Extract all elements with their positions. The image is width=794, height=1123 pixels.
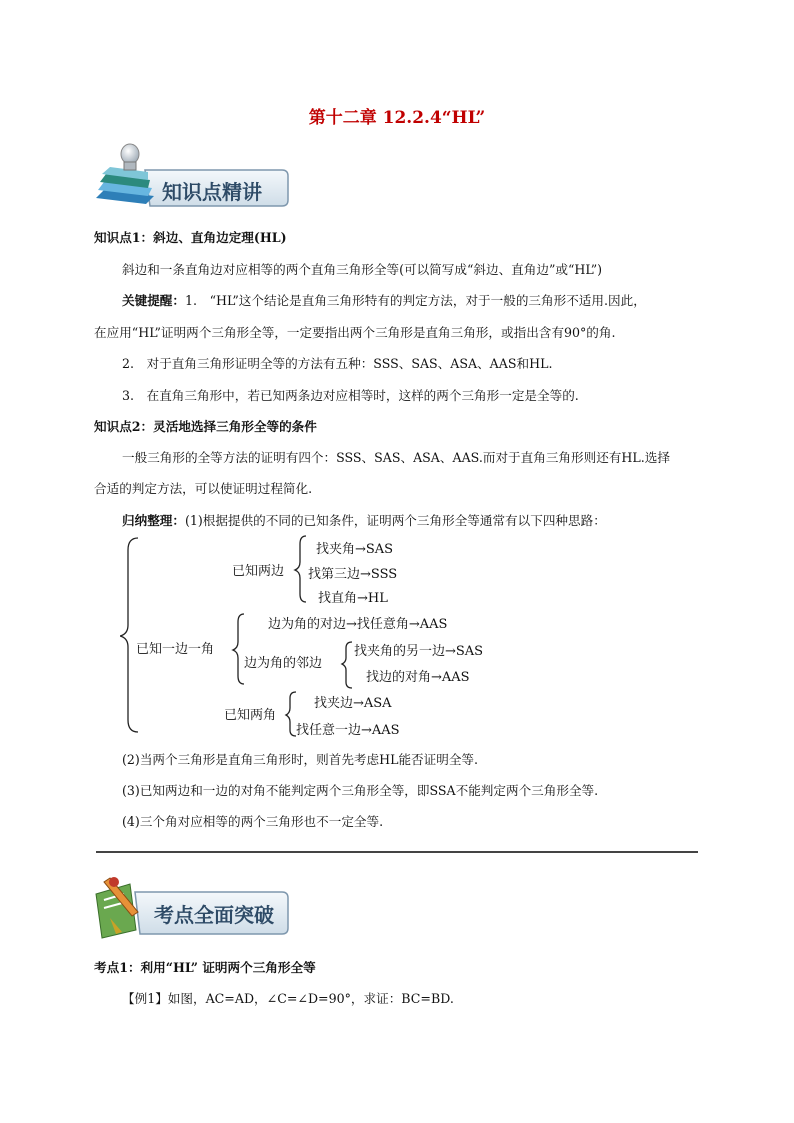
exam1-heading: 考点1：利用“HL” 证明两个三角形全等	[94, 960, 316, 975]
kp2-summary-4: (4)三个角对应相等的两个三角形也不一定全等.	[122, 814, 384, 829]
kp1-key-line1	[122, 290, 646, 309]
banner-exam	[90, 872, 290, 944]
tree-ta1: 找夹边→ASA	[314, 696, 392, 711]
example-text: 如图，AC=AD，∠C=∠D=90°，求证：BC=BD.	[167, 991, 454, 1006]
kp2-text-a: 一般三角形的全等方法的证明有四个：SSS、SAS、ASA、AAS.而对于直角三角形则还有HL.选择	[122, 450, 670, 465]
kp2-heading: 知识点2：灵活地选择三角形全等的条件	[94, 419, 317, 434]
tree-ta2: 找任意一边→AAS	[296, 723, 400, 738]
kp2-text-b: 合适的判定方法，可以使证明过程简化.	[94, 481, 313, 496]
kp1-key-line2: 在应用“HL”证明两个三角形全等，一定要指出两个三角形是直角三角形，或指出含有90°的角.	[94, 325, 616, 340]
kp2-summary-3: (3)已知两边和一边的对角不能判定两个三角形全等，即SSA不能判定两个三角形全等.	[122, 783, 599, 798]
kp2-summary-1	[122, 510, 606, 529]
tree-ts1: 找夹角→SAS	[316, 542, 394, 557]
section-divider	[96, 851, 698, 853]
tree-ts3: 找直角→HL	[318, 591, 388, 606]
tree-sa2a: 找夹角的另一边→SAS	[354, 644, 484, 659]
kp1-heading: 知识点1：斜边、直角边定理(HL)	[94, 230, 287, 245]
summary-1-text: (1)根据提供的不同的已知条件，证明两个三角形全等通常有以下四种思路：	[184, 513, 606, 528]
tree-sa1: 边为角的对边→找任意角→AAS	[268, 617, 448, 632]
kp1-key2: 2. 对于直角三角形证明全等的方法有五种：SSS、SAS、ASA、AAS和HL.	[122, 356, 553, 371]
page-title: 第十二章 12.2.4“HL”	[308, 108, 486, 128]
kp2-summary-2: (2)当两个三角形是直角三角形时，则首先考虑HL能否证明全等.	[122, 752, 479, 767]
banner-knowledge	[90, 140, 290, 212]
tree-ts2: 找第三边→SSS	[308, 567, 398, 582]
tree-sa2b: 找边的对角→AAS	[366, 670, 470, 685]
exam1-example	[122, 988, 454, 1007]
summary-label: 归纳整理：	[122, 513, 185, 528]
banner-knowledge-label: 知识点精讲	[162, 180, 262, 204]
decision-tree	[120, 530, 540, 740]
kp1-key3: 3. 在直角三角形中，若已知两条边对应相等时，这样的两个三角形一定是全等的.	[122, 388, 579, 403]
key-label: 关键提醒：	[122, 293, 185, 308]
kp1-text: 斜边和一条直角边对应相等的两个直角三角形全等(可以简写成“斜边、直角边”或“HL”)	[122, 262, 603, 277]
tree-two-sides: 已知两边	[232, 564, 285, 579]
example-label: 【例1】	[122, 991, 168, 1006]
key1-a: 1. “HL”这个结论是直角三角形特有的判定方法，对于一般的三角形不适用.因此，	[184, 293, 646, 308]
tree-side-angle: 已知一边一角	[136, 642, 215, 657]
banner-exam-label: 考点全面突破	[154, 903, 274, 927]
tree-sa2: 边为角的邻边	[244, 656, 323, 671]
tree-two-angles: 已知两角	[224, 708, 277, 723]
